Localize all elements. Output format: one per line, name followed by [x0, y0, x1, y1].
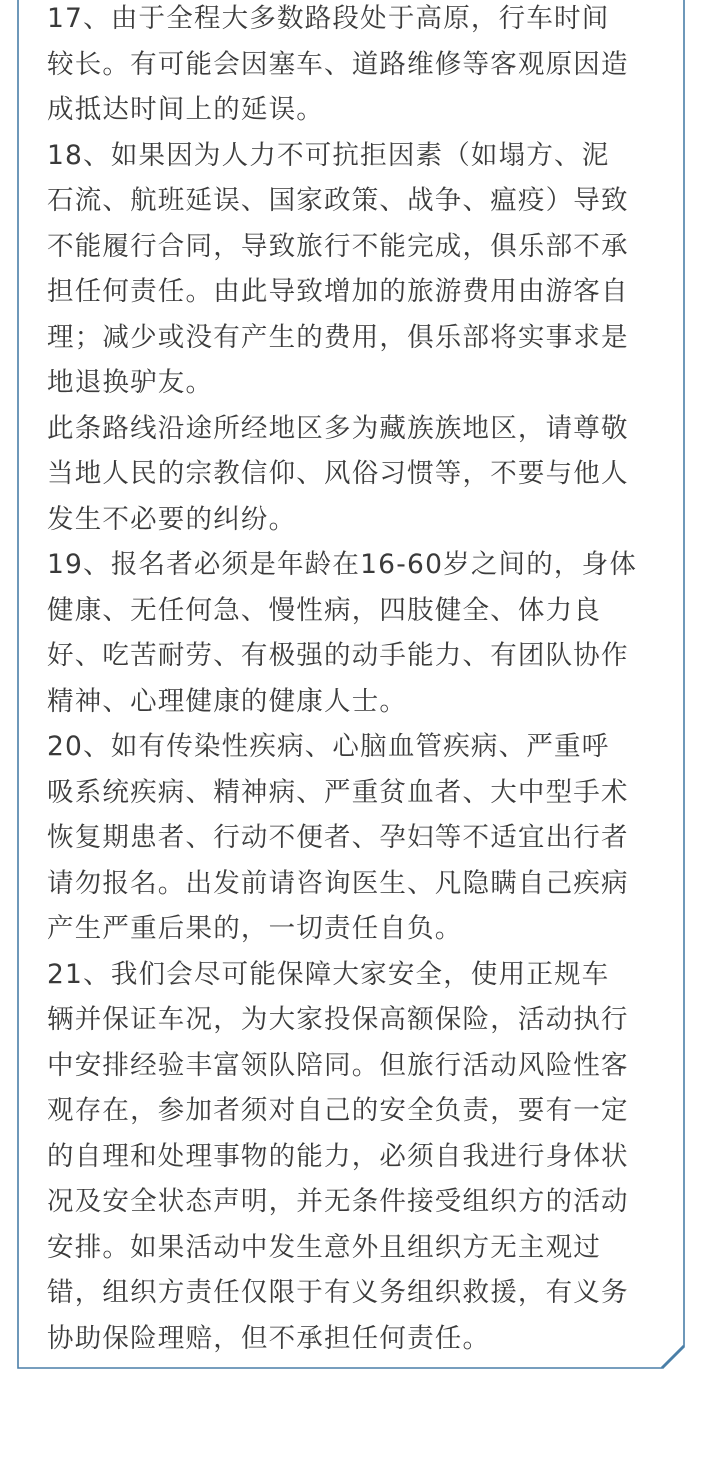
text-line: 恢复期患者、行动不便者、孕妇等不适宜出行者	[47, 822, 629, 853]
text-line: 不能履行合同，导致旅行不能完成，俱乐部不承	[47, 230, 629, 262]
text-line: 发生不必要的纠纷。	[47, 503, 297, 535]
paragraph-5	[47, 724, 659, 952]
text-line: 21、我们会尽可能保障大家安全，使用正规车	[47, 958, 610, 990]
text-line: 辆并保证车况，为大家投保高额保险，活动执行	[47, 1004, 629, 1035]
text-line: 请勿报名。出发前请咨询医生、凡隐瞒自己疾病	[47, 867, 629, 899]
text-line: 的自理和处理事物的能力，必须自我进行身体状	[47, 1140, 629, 1172]
paragraph-1	[47, 0, 659, 133]
text-line: 成抵达时间上的延误。	[47, 94, 324, 125]
text-line: 健康、无任何急、慢性病，四肢健全、体力良	[47, 594, 601, 626]
text-line: 产生严重后果的，一切责任自负。	[47, 913, 463, 944]
text-line: 精神、心理健康的健康人士。	[47, 685, 408, 717]
text-line: 石流、航班延误、国家政策、战争、瘟疫）导致	[47, 185, 629, 216]
text-line: 20、如有传染性疾病、心脑血管疾病、严重呼	[47, 731, 610, 762]
text-line: 较长。有可能会因塞车、道路维修等客观原因造	[47, 48, 629, 80]
frame-corner-accent	[662, 1346, 684, 1368]
text-line: 观存在，参加者须对自己的安全负责，要有一定	[47, 1095, 629, 1126]
paragraph-4	[47, 542, 659, 724]
text-line: 理；减少或没有产生的费用，俱乐部将实事求是	[47, 321, 629, 353]
text-line: 安排。如果活动中发生意外且组织方无主观过	[47, 1231, 601, 1263]
text-line: 错，组织方责任仅限于有义务组织救援，有义务	[47, 1277, 629, 1308]
text-line: 17、由于全程大多数路段处于高原，行车时间	[47, 3, 610, 34]
text-line: 18、如果因为人力不可抗拒因素（如塌方、泥	[47, 139, 610, 171]
text-line: 好、吃苦耐劳、有极强的动手能力、有团队协作	[47, 640, 629, 671]
text-line: 协助保险理赔，但不承担任何责任。	[47, 1322, 491, 1354]
text-line: 19、报名者必须是年龄在16-60岁之间的，身体	[47, 549, 638, 580]
paragraph-2	[47, 133, 659, 406]
text-line: 况及安全状态声明，并无条件接受组织方的活动	[47, 1186, 629, 1217]
paragraph-3	[47, 406, 659, 543]
text-line: 当地人民的宗教信仰、风俗习惯等，不要与他人	[47, 458, 629, 489]
text-line: 担任何责任。由此导致增加的旅游费用由游客自	[47, 276, 629, 307]
text-line: 地退换驴友。	[47, 367, 214, 398]
terms-text-block	[47, 0, 659, 1361]
text-line: 吸系统疾病、精神病、严重贫血者、大中型手术	[47, 776, 629, 808]
text-line: 中安排经验丰富领队陪同。但旅行活动风险性客	[47, 1049, 629, 1081]
paragraph-6	[47, 952, 659, 1362]
text-line: 此条路线沿途所经地区多为藏族族地区，请尊敬	[47, 412, 629, 444]
